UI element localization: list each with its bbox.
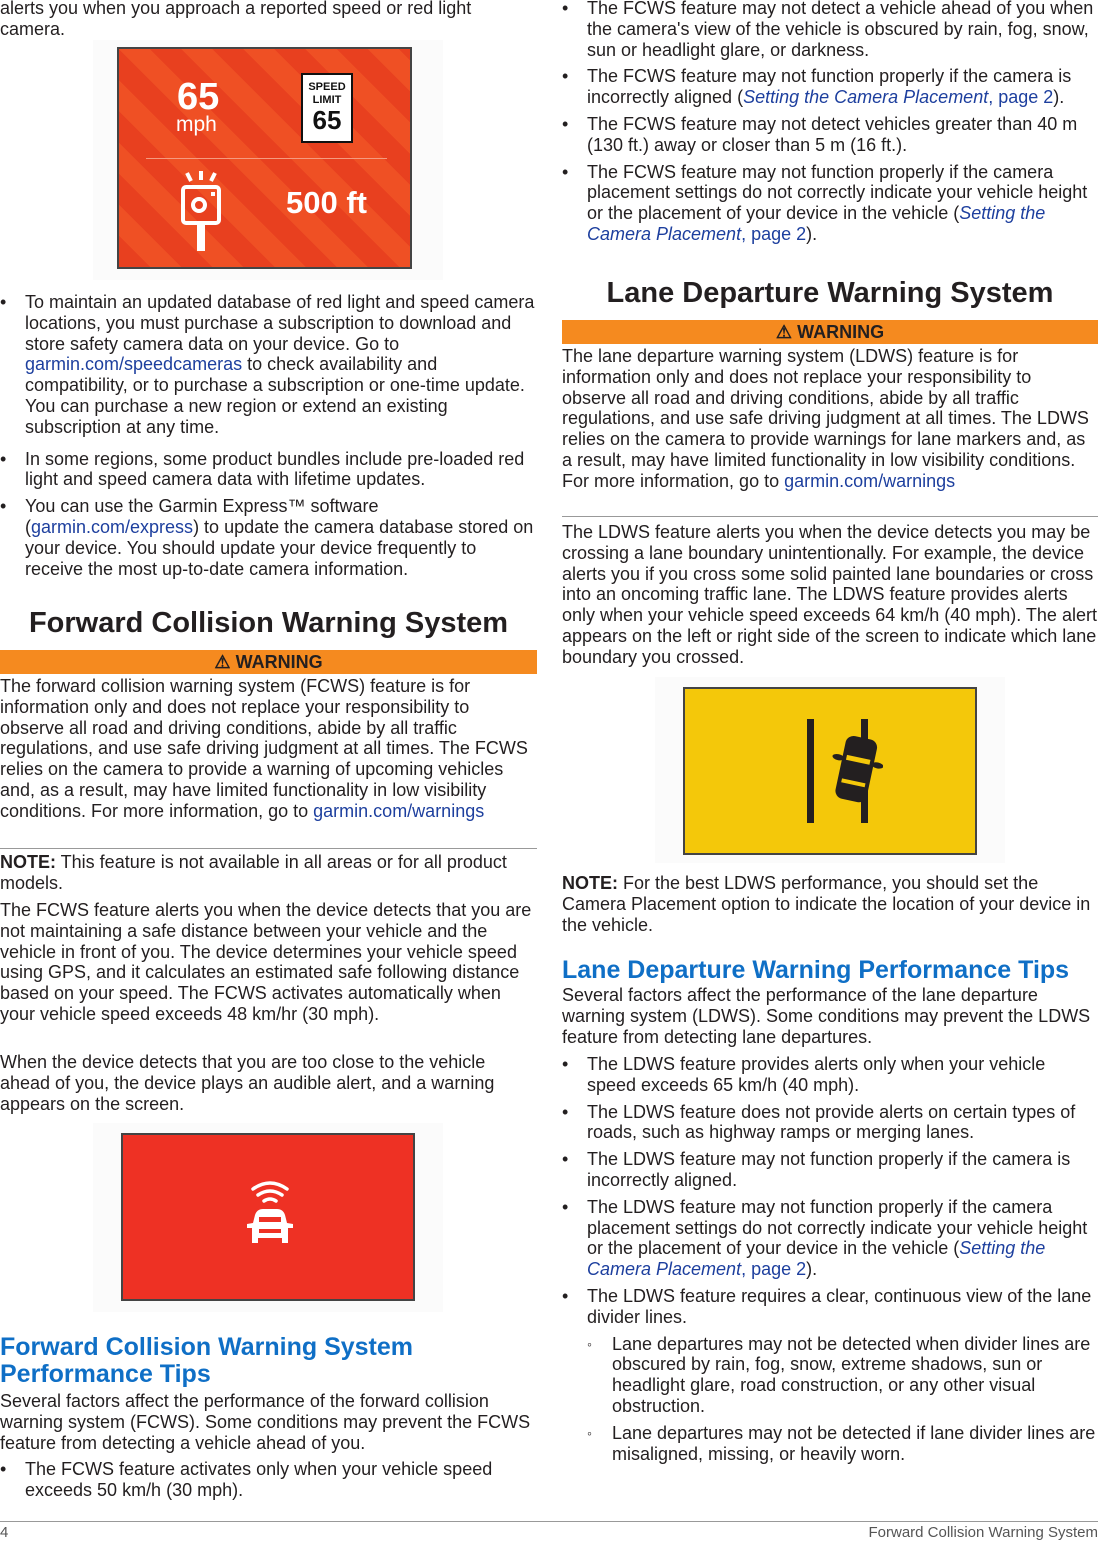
- lane-departure-screen: [683, 687, 977, 855]
- sign-value: 65: [312, 105, 342, 135]
- footer-section-title: Forward Collision Warning System: [868, 1524, 1098, 1541]
- camera-placement-link[interactable]: Setting the Camera Placement, page 2: [587, 1238, 1046, 1280]
- list-item: • The FCWS feature may not detect vehicles greater than 40 m (130 ft.) away or closer than 5 m (16 ft.).: [562, 114, 1098, 156]
- speedcameras-link[interactable]: garmin.com/speedcameras: [25, 354, 243, 375]
- list-item: • The LDWS feature requires a clear, continuous view of the lane divider lines.: [562, 1286, 1098, 1328]
- page-number: 4: [0, 1524, 9, 1541]
- speed-unit: mph: [176, 113, 217, 136]
- vehicle-alert-icon: [243, 1177, 297, 1253]
- intro-text: alerts you when you approach a reported speed or red light camera.: [0, 0, 472, 39]
- express-link[interactable]: garmin.com/express: [31, 516, 194, 537]
- ldws-tips-heading: Lane Departure Warning Performance Tips: [562, 956, 1070, 984]
- list-item: • The LDWS feature provides alerts only when your vehicle speed exceeds 65 km/h (40 mph).: [562, 1054, 1098, 1096]
- warning-triangle-icon: ⚠: [775, 322, 793, 342]
- fcws-note: NOTE: This feature is not available in all areas or for all product models.: [0, 852, 507, 893]
- speed-camera-icon: [177, 171, 223, 253]
- warning-bar: [562, 320, 1098, 344]
- warning-bar: [0, 650, 537, 674]
- warnings-link[interactable]: garmin.com/warnings: [313, 800, 485, 821]
- list-item: • The FCWS feature may not detect a vehicle ahead of you when the camera's view of the vehicle is obscured by rain, fog, snow, sun or headlight glare, or darkness.: [562, 0, 1098, 60]
- list-item: • The FCWS feature may not function properly if the camera placement settings do not correctly indicate your vehicle height or the placement of your device in the vehicle (Setting the Camera Placement, page 2).: [562, 162, 1098, 245]
- ldws-heading: Lane Departure Warning System: [606, 277, 1054, 309]
- list-item: • The FCWS feature activates only when your vehicle speed exceeds 50 km/h (30 mph).: [0, 1459, 537, 1501]
- list-item: • The LDWS feature does not provide alerts on certain types of roads, such as highway ramps or merging lanes.: [562, 1102, 1098, 1144]
- sign-line1: SPEED: [308, 81, 346, 93]
- ldws-tips-intro: Several factors affect the performance of the lane departure warning system (LDWS). Some conditions may prevent the LDWS feature from detecting lane departures.: [562, 985, 1091, 1047]
- ldws-warning-text: The lane departure warning system (LDWS) feature is for information only and does not replace your responsibility to observe all road and driving conditions, abide by all traffic regulations, and use safe driving judgment at all times. The LDWS relies on the camera to provide warnings for lane markers and, as a result, may have limited functionality in low visibility conditions. For more information, go to garmin.com/warnings: [562, 346, 1089, 491]
- ldws-para1: The LDWS feature alerts you when the device detects you may be crossing a lane boundary unintentionally. For example, the device alerts you if you cross some solid painted lane boundaries or cross into an oncoming traffic lane. The LDWS feature provides alerts only when your vehicle speed exceeds 64 km/h (40 mph). The alert appears on the left or right side of the screen to indicate which lane boundary you crossed.: [562, 522, 1097, 667]
- fcws-tips-intro: Several factors affect the performance of the forward collision warning system (FCWS). Some conditions may prevent the FCWS feature from detecting a vehicle ahead of you.: [0, 1391, 531, 1453]
- sub-list-item: ◦ Lane departures may not be detected if lane divider lines are misaligned, missing, or heavily worn.: [562, 1423, 1098, 1465]
- camera-placement-link[interactable]: Setting the Camera Placement, page 2: [587, 203, 1046, 244]
- warning-label: WARNING: [235, 652, 323, 672]
- collision-alert-screen: [121, 1133, 415, 1301]
- speed-limit-sign: [301, 73, 353, 143]
- camera-placement-link[interactable]: Setting the Camera Placement, page 2: [743, 87, 1054, 108]
- camera-bullets: [0, 292, 537, 579]
- lane-departure-figure: [655, 677, 1005, 863]
- divider: [562, 516, 1098, 517]
- divider: [146, 158, 387, 159]
- footer-rule: [0, 1521, 1098, 1522]
- collision-alert-figure: [93, 1123, 443, 1312]
- list-item: • You can use the Garmin Express™ software (garmin.com/express) to update the camera database stored on your device. You should update your device frequently to receive the most up-to-date camera information.: [0, 496, 537, 579]
- speed-camera-alert-screen: [117, 47, 412, 269]
- sign-line2: LIMIT: [312, 94, 342, 106]
- list-item: • To maintain an updated database of red light and speed camera locations, you must purchase a subscription to download and store safety camera data on your device. Go to garmin.com/speedcameras to check availability and compatibility, or to purchase a subscription or one-time update. You can purchase a new region or extend an existing subscription at any time.: [0, 292, 537, 438]
- sub-list-item: ◦ Lane departures may not be detected when divider lines are obscured by rain, fog, snow, extreme shadows, sun or headlight glare, road construction, or any other visual obstruction.: [562, 1334, 1098, 1417]
- divider: [0, 848, 537, 849]
- fcws-para1: The FCWS feature alerts you when the device detects that you are not maintaining a safe distance between your vehicle and the vehicle in front of you. The device determines your vehicle speed using GPS, and it calculates an estimated safe following distance based on your speed. The FCWS activates automatically when your vehicle speed exceeds 48 km/hr (30 mph).: [0, 900, 532, 1024]
- warning-label: WARNING: [797, 322, 885, 342]
- ldws-tips-list: [562, 1054, 1098, 1464]
- list-item: • The LDWS feature may not function properly if the camera placement settings do not correctly indicate your vehicle height or the placement of your device in the vehicle (Setting the Camera Placement, page 2).: [562, 1197, 1098, 1280]
- list-item: • The LDWS feature may not function properly if the camera is incorrectly aligned.: [562, 1149, 1098, 1191]
- fcws-heading: Forward Collision Warning System: [28, 607, 509, 639]
- ldws-note: NOTE: For the best LDWS performance, you should set the Camera Placement option to indicate the location of your device in the vehicle.: [562, 873, 1091, 935]
- fcws-limitations-list: [562, 0, 1098, 245]
- fcws-tips-heading: Forward Collision Warning System Performance Tips: [0, 1333, 414, 1388]
- warnings-link[interactable]: garmin.com/warnings: [784, 470, 956, 491]
- list-item: • In some regions, some product bundles include pre-loaded red light and speed camera data with lifetime updates.: [0, 449, 537, 491]
- list-item: • The FCWS feature may not function properly if the camera is incorrectly aligned (Setting the Camera Placement, page 2).: [562, 66, 1098, 108]
- current-speed: 65: [177, 76, 220, 118]
- warning-triangle-icon: ⚠: [214, 652, 231, 672]
- camera-distance: 500 ft: [286, 185, 367, 220]
- fcws-para2: When the device detects that you are too close to the vehicle ahead of you, the device plays an audible alert, and a warning appears on the screen.: [0, 1052, 495, 1114]
- lane-departure-icon: [803, 719, 883, 825]
- fcws-warning-text: The forward collision warning system (FCWS) feature is for information only and does not replace your responsibility to observe all road and driving conditions, abide by all traffic regulations, and use safe driving judgment at all times. The FCWS relies on the camera to provide a warning of upcoming vehicles and, as a result, may have limited functionality in low visibility conditions. For more information, go to garmin.com/warnings: [0, 676, 528, 821]
- speed-camera-figure: [93, 40, 443, 280]
